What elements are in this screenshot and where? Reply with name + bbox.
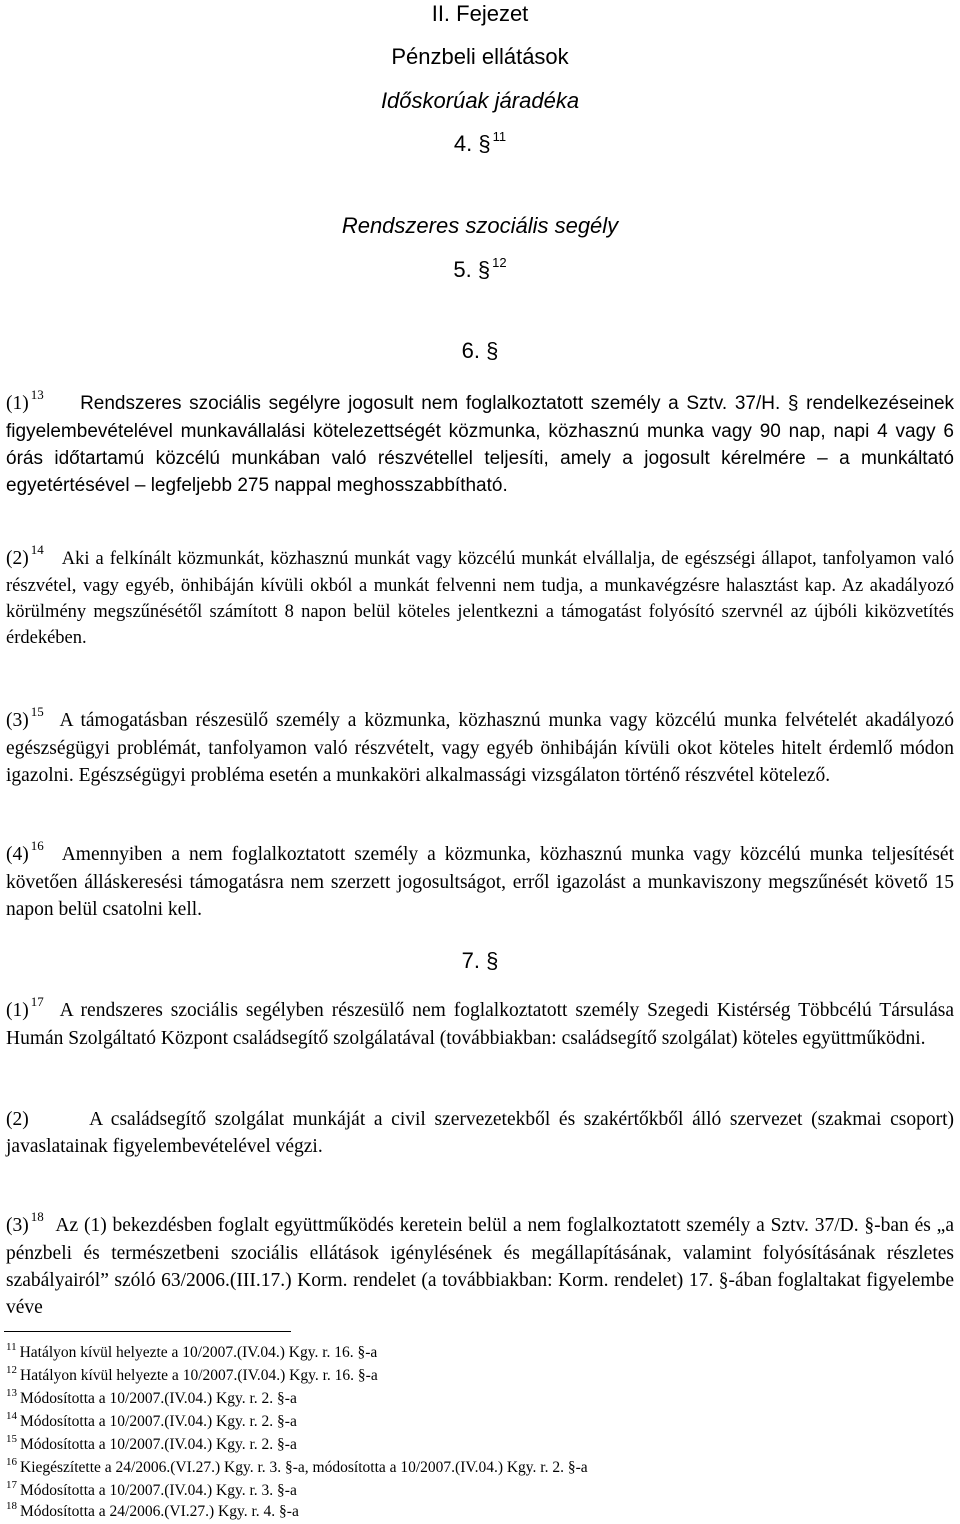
footnote-text: Módosította a 10/2007.(IV.04.) Kgy. r. 3. §-a bbox=[20, 1482, 297, 1499]
subsection-heading-2: Rendszeres szociális segély bbox=[341, 213, 619, 238]
paragraph-6-heading: 6. § bbox=[461, 338, 499, 363]
section6-item-4 bbox=[6, 838, 955, 923]
footnote-number: 14 bbox=[6, 1410, 17, 1422]
footnote-number: 17 bbox=[6, 1479, 17, 1491]
footnote-number: 15 bbox=[6, 1433, 17, 1445]
footnote-text: Módosította a 10/2007.(IV.04.) Kgy. r. 2. §-a bbox=[20, 1436, 297, 1453]
footnote-ref: 13 bbox=[30, 387, 44, 402]
footnote bbox=[6, 1500, 299, 1522]
footnote-text: Kiegészítette a 24/2006.(VI.27.) Kgy. r. 3. §-a, módosította a 10/2007.(IV.04.) Kgy. r. 2. §-a bbox=[20, 1459, 588, 1476]
item-text: A támogatásban részesülő személy a közmunka, közhasznú munka vagy közcélú munka felvételét akadályozó egészségügyi problémát, tanfolyamon való részvételt, vagy egyéb önhibáján kívüli okot köteles hitelt érdemlő módon igazolni. Egészségügyi probléma esetén a munkaköri alkalmassági vizsgálaton történő részvétel kötelező. bbox=[6, 710, 955, 786]
footnote bbox=[6, 1479, 297, 1501]
item-number: (2) bbox=[6, 1109, 29, 1130]
item-number: (3) bbox=[6, 710, 29, 731]
item-number: (3) bbox=[6, 1215, 29, 1236]
footnote bbox=[6, 1341, 378, 1363]
item-text: Amennyiben a nem foglalkoztatott személy a közmunka, közhasznú munka vagy közcélú munka teljesítését követően álláskeresési támogatásra nem szerzett jogosultságot, erről igazolást a munkaviszony megszűnését követő 15 napon belül csatolni kell. bbox=[6, 844, 955, 920]
footnote-text: Módosította a 10/2007.(IV.04.) Kgy. r. 2. §-a bbox=[20, 1413, 297, 1430]
footnote-ref: 16 bbox=[30, 838, 44, 853]
footnote-text: Módosította a 10/2007.(IV.04.) Kgy. r. 2. §-a bbox=[20, 1390, 297, 1407]
footnote-number: 16 bbox=[6, 1456, 17, 1468]
paragraph-5-heading bbox=[0, 256, 960, 287]
footnote-number: 11 bbox=[6, 1341, 17, 1353]
item-text: A családsegítő szolgálat munkáját a civil szervezetekből és szakértőkből álló szervezet (szakmai csoport) javaslatainak figyelembevételével végzi. bbox=[6, 1109, 955, 1157]
footnote-ref: 12 bbox=[492, 255, 507, 270]
chapter-heading: II. Fejezet bbox=[431, 1, 529, 26]
footnote-number: 13 bbox=[6, 1387, 17, 1399]
paragraph-7-heading: 7. § bbox=[461, 948, 499, 973]
item-number: (1) bbox=[6, 1000, 29, 1021]
footnote bbox=[6, 1456, 588, 1478]
footnote-ref: 14 bbox=[30, 542, 44, 557]
item-number: (4) bbox=[6, 844, 29, 865]
paragraph-label: 4. § bbox=[453, 131, 491, 156]
section7-item-2 bbox=[6, 1106, 954, 1160]
section-heading: Pénzbeli ellátások bbox=[391, 44, 569, 69]
paragraph-label: 5. § bbox=[453, 257, 491, 282]
item-text: A rendszeres szociális segélyben részesülő nem foglalkoztatott személy Szegedi Kistérség Többcélú Társulása Humán Szolgáltató Központ családsegítő szolgálatával (továbbiakban: családsegítő szolgálat) köteles együttműködni. bbox=[6, 1000, 954, 1049]
footnote-ref: 15 bbox=[30, 704, 44, 719]
footnote-text: Módosította a 24/2006.(VI.27.) Kgy. r. 4. §-a bbox=[20, 1503, 299, 1520]
footnote bbox=[6, 1433, 297, 1455]
footnote-separator bbox=[4, 1331, 291, 1332]
item-number: (1) bbox=[6, 393, 29, 414]
paragraph-4-heading bbox=[0, 130, 960, 161]
footnote bbox=[6, 1364, 378, 1386]
footnote bbox=[6, 1410, 297, 1432]
item-number: (2) bbox=[6, 548, 29, 569]
footnote-number: 18 bbox=[6, 1500, 17, 1512]
footnote-text: Hatályon kívül helyezte a 10/2007.(IV.04.) Kgy. r. 16. §-a bbox=[20, 1367, 378, 1384]
item-text: Az (1) bekezdésben foglalt együttműködés keretein belül a nem foglalkoztatott személy a Sztv. 37/D. §-ban és „a pénzbeli és természetbeni szociális ellátások igénylésének és megállapításának, valamint folyósításának részletes szabályairól” szóló 63/2006.(III.17.) Korm. rendelet (a továbbiakban: Korm. rendelet) 17. §-ában foglaltakat figyelembe véve bbox=[6, 1215, 954, 1318]
footnote-ref: 11 bbox=[492, 129, 507, 144]
footnote-text: Hatályon kívül helyezte a 10/2007.(IV.04.) Kgy. r. 16. §-a bbox=[19, 1344, 378, 1361]
section7-item-1 bbox=[6, 994, 954, 1052]
footnote bbox=[6, 1387, 297, 1409]
footnote-ref: 17 bbox=[30, 994, 44, 1009]
section6-item-2 bbox=[6, 542, 954, 651]
section6-item-1 bbox=[6, 387, 955, 499]
footnote-number: 12 bbox=[6, 1364, 17, 1376]
item-text: Rendszeres szociális segélyre jogosult nem foglalkoztatott személy a Sztv. 37/H. § rendelkezéseinek figyelembevételével munkavállalási kötelezettségét közmunka, közhasznú munka vagy 90 nap, napi 4 vagy 6 órás időtartamú közcélú munkában való részvétellel teljesíti, amely a jogosult kérelmére – a munkáltató egyetértésével – legfeljebb 275 nappal meghosszabbítható. bbox=[6, 393, 955, 496]
item-text: Aki a felkínált közmunkát, közhasznú munkát vagy közcélú munkát elvállalja, de egészségi állapot, tanfolyamon való részvétel, vagy egyéb, önhibáján kívüli okból a munkát felvenni nem tudja, a munkavégzésre halasztást kap. Az akadályozó körülmény megszűnésétől számított 8 napon belül köteles jelentkezni a támogatást folyósító szervnél az újbóli kiközvetítés érdekében. bbox=[6, 549, 954, 648]
section7-item-3 bbox=[6, 1209, 954, 1321]
footnote-ref: 18 bbox=[30, 1209, 44, 1224]
section6-item-3 bbox=[6, 704, 955, 789]
subsection-heading-1: Időskorúak járadéka bbox=[380, 88, 580, 113]
